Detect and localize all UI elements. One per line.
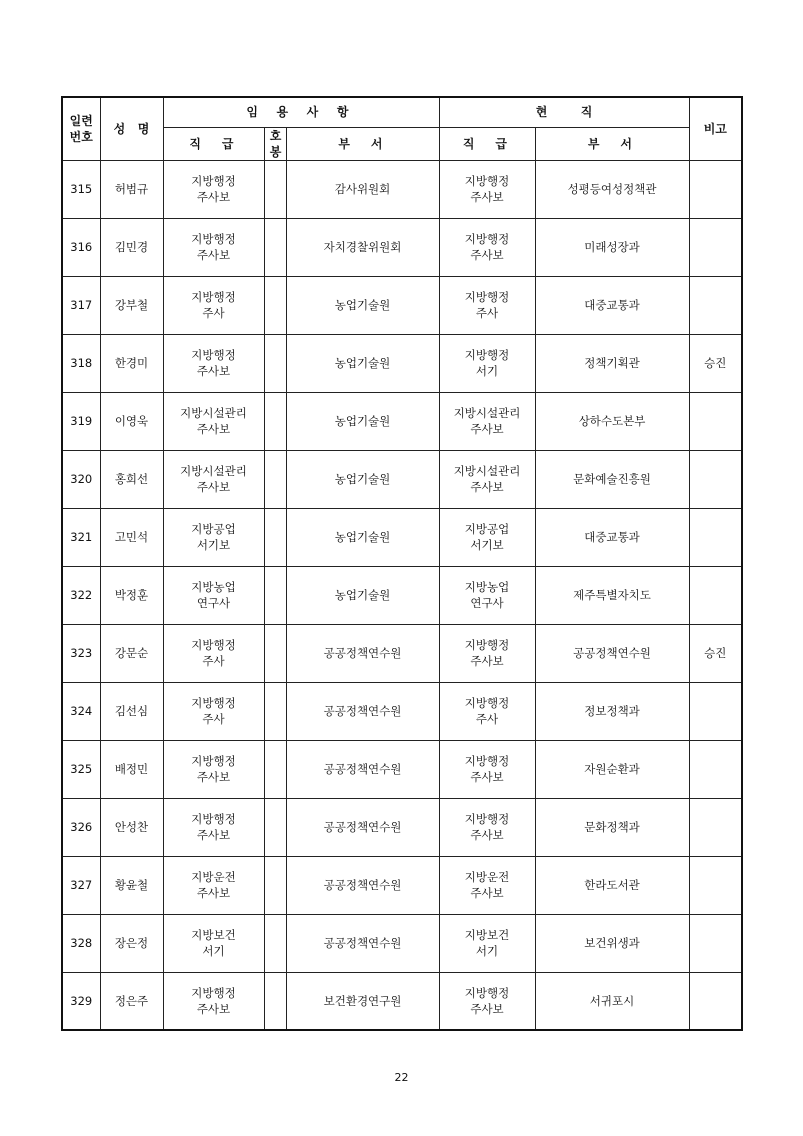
header-name: 성 명	[100, 97, 163, 160]
appointed-grade-line1: 지방시설관리	[180, 464, 247, 478]
remark-cell	[689, 218, 742, 276]
appointed-grade-line2: 주사보	[196, 190, 231, 204]
appointed-grade	[163, 218, 264, 276]
header-serial-line2: 번호	[69, 129, 93, 144]
current-grade-line2: 주사보	[470, 770, 504, 784]
appointed-grade-line1: 지방행정	[191, 232, 236, 246]
table-row	[62, 392, 742, 450]
appointed-department: 자치경찰위원회	[286, 218, 439, 276]
serial-number: 319	[62, 392, 100, 450]
hobong-cell	[264, 740, 286, 798]
appointed-grade	[163, 160, 264, 218]
appointed-department: 감사위원회	[286, 160, 439, 218]
table-body	[62, 160, 742, 1030]
header-hobong: 호봉	[264, 127, 286, 160]
table-row	[62, 856, 742, 914]
serial-number: 318	[62, 334, 100, 392]
personnel-table	[61, 96, 743, 1031]
remark-cell	[689, 276, 742, 334]
header-serial-line1: 일련	[69, 113, 93, 128]
serial-number: 324	[62, 682, 100, 740]
current-grade	[439, 856, 535, 914]
remark-cell	[689, 160, 742, 218]
appointed-grade-line1: 지방공업	[191, 522, 236, 536]
appointed-grade-line1: 지방행정	[191, 290, 236, 304]
header-serial-number	[62, 97, 100, 160]
current-grade	[439, 624, 535, 682]
appointed-grade-line1: 지방행정	[191, 174, 236, 188]
current-department: 대중교통과	[535, 276, 689, 334]
person-name: 김민경	[100, 218, 163, 276]
current-grade-line2: 주사보	[470, 422, 504, 436]
hobong-cell	[264, 972, 286, 1030]
remark-cell: 승진	[689, 334, 742, 392]
current-department: 정책기획관	[535, 334, 689, 392]
appointed-grade-line2: 주사	[202, 712, 225, 726]
current-grade	[439, 682, 535, 740]
appointed-grade-line2: 주사보	[196, 248, 231, 262]
current-grade-line2: 서기	[475, 944, 499, 958]
current-grade-line2: 주사보	[470, 654, 504, 668]
current-department: 미래성장과	[535, 218, 689, 276]
appointed-grade	[163, 798, 264, 856]
appointed-grade-line1: 지방행정	[191, 348, 236, 362]
current-grade-line1: 지방농업	[464, 580, 510, 594]
appointed-grade	[163, 856, 264, 914]
serial-number: 328	[62, 914, 100, 972]
serial-number: 326	[62, 798, 100, 856]
appointed-department: 공공정책연수원	[286, 914, 439, 972]
current-grade	[439, 334, 535, 392]
current-department: 대중교통과	[535, 508, 689, 566]
hobong-cell	[264, 566, 286, 624]
remark-cell	[689, 972, 742, 1030]
appointed-grade	[163, 624, 264, 682]
current-department: 자원순환과	[535, 740, 689, 798]
serial-number: 316	[62, 218, 100, 276]
current-grade	[439, 914, 535, 972]
hobong-cell	[264, 392, 286, 450]
table-row	[62, 682, 742, 740]
serial-number: 315	[62, 160, 100, 218]
appointed-grade-line2: 주사보	[196, 1001, 231, 1016]
appointed-grade	[163, 740, 264, 798]
remark-cell: 승진	[689, 624, 742, 682]
serial-number: 323	[62, 624, 100, 682]
hobong-cell	[264, 914, 286, 972]
current-grade-line2: 주사보	[470, 190, 504, 204]
appointed-grade	[163, 450, 264, 508]
current-grade-line2: 주사	[475, 306, 499, 320]
appointed-grade-line2: 주사	[202, 306, 225, 320]
person-name: 장은정	[100, 914, 163, 972]
hobong-cell	[264, 624, 286, 682]
current-grade-line1: 지방행정	[464, 174, 510, 188]
appointed-department: 공공정책연수원	[286, 798, 439, 856]
appointed-grade	[163, 508, 264, 566]
current-grade-line1: 지방시설관리	[453, 406, 521, 420]
serial-number: 329	[62, 972, 100, 1030]
header-department: 부 서	[286, 127, 439, 160]
person-name: 안성찬	[100, 798, 163, 856]
table-row	[62, 624, 742, 682]
current-department: 문화정책과	[535, 798, 689, 856]
current-grade	[439, 972, 535, 1030]
current-grade-line1: 지방행정	[464, 232, 510, 246]
remark-cell	[689, 798, 742, 856]
table-row	[62, 740, 742, 798]
serial-number: 317	[62, 276, 100, 334]
table-row	[62, 798, 742, 856]
appointed-grade	[163, 566, 264, 624]
current-department: 서귀포시	[535, 972, 689, 1030]
serial-number: 327	[62, 856, 100, 914]
current-grade-line1: 지방행정	[464, 290, 510, 304]
hobong-cell	[264, 682, 286, 740]
appointed-grade-line1: 지방시설관리	[180, 406, 247, 420]
appointed-grade	[163, 276, 264, 334]
appointed-department: 보건환경연구원	[286, 972, 439, 1030]
appointed-grade-line1: 지방농업	[191, 580, 236, 594]
appointed-grade-line1: 지방행정	[191, 754, 236, 768]
hobong-cell	[264, 160, 286, 218]
serial-number: 321	[62, 508, 100, 566]
serial-number: 322	[62, 566, 100, 624]
appointed-grade-line2: 서기보	[196, 538, 231, 552]
table-row	[62, 914, 742, 972]
current-grade	[439, 218, 535, 276]
current-department: 상하수도본부	[535, 392, 689, 450]
page-number: 22	[394, 1071, 409, 1084]
person-name: 강문순	[100, 624, 163, 682]
current-grade-line2: 연구사	[470, 596, 504, 610]
appointed-grade-line2: 주사보	[196, 364, 231, 378]
table-row	[62, 276, 742, 334]
appointed-grade-line2: 주사보	[196, 770, 231, 784]
remark-cell	[689, 740, 742, 798]
current-department: 정보정책과	[535, 682, 689, 740]
current-grade-line1: 지방보건	[464, 928, 510, 942]
table-row	[62, 160, 742, 218]
appointed-grade	[163, 334, 264, 392]
current-grade	[439, 740, 535, 798]
remark-cell	[689, 914, 742, 972]
current-department: 문화예술진흥원	[535, 450, 689, 508]
current-grade-line1: 지방공업	[464, 522, 510, 536]
current-grade-line1: 지방행정	[464, 696, 510, 710]
serial-number: 320	[62, 450, 100, 508]
table-row	[62, 972, 742, 1030]
header-remark: 비고	[689, 97, 742, 160]
header-grade: 직 급	[163, 127, 264, 160]
current-grade-line1: 지방행정	[464, 812, 510, 826]
person-name: 강부철	[100, 276, 163, 334]
person-name: 홍희선	[100, 450, 163, 508]
current-grade-line1: 지방행정	[464, 348, 510, 362]
person-name: 허범규	[100, 160, 163, 218]
remark-cell	[689, 508, 742, 566]
appointed-grade-line2: 주사	[202, 654, 225, 668]
appointed-department: 농업기술원	[286, 508, 439, 566]
table-row	[62, 508, 742, 566]
appointed-grade-line1: 지방행정	[191, 985, 236, 1000]
current-department: 제주특별자치도	[535, 566, 689, 624]
hobong-cell	[264, 450, 286, 508]
current-grade-line2: 서기	[475, 364, 499, 378]
appointed-department: 공공정책연수원	[286, 740, 439, 798]
appointed-department: 농업기술원	[286, 334, 439, 392]
appointed-grade-line1: 지방운전	[191, 870, 236, 884]
remark-cell	[689, 682, 742, 740]
current-grade	[439, 392, 535, 450]
appointed-grade	[163, 392, 264, 450]
serial-number: 325	[62, 740, 100, 798]
appointed-department: 공공정책연수원	[286, 856, 439, 914]
table-row	[62, 334, 742, 392]
person-name: 박정훈	[100, 566, 163, 624]
current-grade-line2: 서기보	[470, 538, 504, 552]
current-grade	[439, 798, 535, 856]
current-grade-line2: 주사보	[470, 886, 504, 900]
table-row	[62, 450, 742, 508]
current-grade-line2: 주사보	[470, 248, 504, 262]
current-grade-line1: 지방행정	[464, 754, 510, 768]
appointed-department: 농업기술원	[286, 566, 439, 624]
appointed-grade-line1: 지방행정	[191, 812, 236, 826]
current-grade-line2: 주사보	[470, 480, 504, 494]
current-department: 보건위생과	[535, 914, 689, 972]
appointed-department: 농업기술원	[286, 276, 439, 334]
current-grade-line2: 주사보	[470, 1001, 504, 1016]
remark-cell	[689, 392, 742, 450]
appointed-department: 농업기술원	[286, 450, 439, 508]
current-grade	[439, 450, 535, 508]
person-name: 한경미	[100, 334, 163, 392]
appointed-grade-line2: 주사보	[196, 422, 231, 436]
appointed-department: 농업기술원	[286, 392, 439, 450]
person-name: 황윤철	[100, 856, 163, 914]
header-current-grade: 직 급	[439, 127, 535, 160]
hobong-cell	[264, 856, 286, 914]
current-grade-line1: 지방행정	[464, 638, 510, 652]
current-grade-line2: 주사	[475, 712, 499, 726]
hobong-cell	[264, 508, 286, 566]
current-department: 공공정책연수원	[535, 624, 689, 682]
appointed-grade	[163, 682, 264, 740]
person-name: 고민석	[100, 508, 163, 566]
table-row	[62, 566, 742, 624]
header-current-department: 부 서	[535, 127, 689, 160]
current-grade	[439, 160, 535, 218]
appointed-grade	[163, 914, 264, 972]
current-grade	[439, 566, 535, 624]
appointed-department: 공공정책연수원	[286, 682, 439, 740]
appointed-grade-line2: 주사보	[196, 886, 231, 900]
hobong-cell	[264, 798, 286, 856]
remark-cell	[689, 566, 742, 624]
hobong-cell	[264, 334, 286, 392]
appointed-grade-line2: 연구사	[196, 596, 231, 610]
hobong-cell	[264, 276, 286, 334]
appointed-grade-line1: 지방보건	[191, 928, 236, 942]
person-name: 이영욱	[100, 392, 163, 450]
person-name: 정은주	[100, 972, 163, 1030]
appointed-grade-line1: 지방행정	[191, 638, 236, 652]
appointed-grade-line2: 주사보	[196, 828, 231, 842]
person-name: 김선심	[100, 682, 163, 740]
remark-cell	[689, 450, 742, 508]
current-department: 성평등여성정책관	[535, 160, 689, 218]
current-grade-line1: 지방시설관리	[453, 464, 521, 478]
current-grade-line1: 지방행정	[464, 985, 510, 1000]
remark-cell	[689, 856, 742, 914]
appointed-grade	[163, 972, 264, 1030]
header-appointment: 임 용 사 항	[163, 97, 439, 127]
current-grade	[439, 508, 535, 566]
current-department: 한라도서관	[535, 856, 689, 914]
appointed-department: 공공정책연수원	[286, 624, 439, 682]
current-grade-line1: 지방운전	[464, 870, 510, 884]
appointed-grade-line2: 서기	[202, 944, 225, 958]
hobong-cell	[264, 218, 286, 276]
current-grade-line2: 주사보	[470, 828, 504, 842]
appointed-grade-line2: 주사보	[196, 480, 231, 494]
header-current-position: 현 직	[439, 97, 689, 127]
table-row	[62, 218, 742, 276]
table-header	[62, 97, 742, 160]
appointed-grade-line1: 지방행정	[191, 696, 236, 710]
person-name: 배정민	[100, 740, 163, 798]
current-grade	[439, 276, 535, 334]
